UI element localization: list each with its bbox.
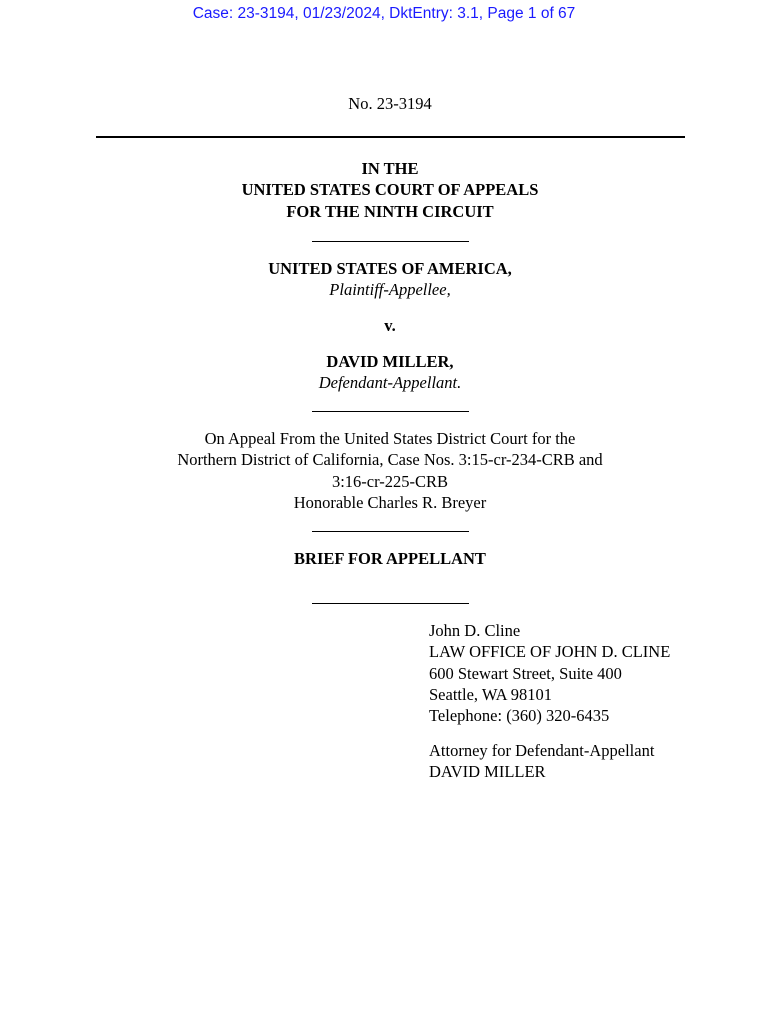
appeal-line-1: On Appeal From the United States District Court for the bbox=[204, 429, 576, 448]
section-divider-3 bbox=[312, 531, 469, 532]
attorney-firm: LAW OFFICE OF JOHN D. CLINE bbox=[429, 642, 671, 662]
appeal-info bbox=[0, 428, 768, 513]
attorney-client-name: DAVID MILLER bbox=[429, 762, 546, 782]
attorney-role-line: Attorney for Defendant-Appellant bbox=[429, 741, 655, 760]
defendant-role: Defendant-Appellant. bbox=[318, 373, 462, 393]
plaintiff-block bbox=[0, 258, 768, 301]
court-line-in-the: IN THE bbox=[361, 159, 419, 178]
court-line-circuit: FOR THE NINTH CIRCUIT bbox=[286, 201, 494, 221]
defendant-name: DAVID MILLER, bbox=[326, 352, 454, 371]
plaintiff-role: Plaintiff-Appellee, bbox=[329, 280, 451, 300]
section-divider-2 bbox=[312, 411, 469, 412]
court-caption bbox=[0, 158, 768, 222]
appeal-line-3: 3:16-cr-225-CRB bbox=[331, 471, 449, 491]
attorney-city: Seattle, WA 98101 bbox=[429, 684, 552, 704]
docket-number: No. 23-3194 bbox=[348, 94, 432, 113]
court-line-name: UNITED STATES COURT OF APPEALS bbox=[241, 180, 539, 200]
judge-name: Honorable Charles R. Breyer bbox=[293, 492, 487, 512]
plaintiff-name: UNITED STATES OF AMERICA, bbox=[268, 259, 512, 278]
attorney-name: John D. Cline bbox=[429, 621, 521, 640]
brief-title: BRIEF FOR APPELLANT bbox=[294, 549, 486, 568]
section-divider-1 bbox=[312, 241, 469, 242]
case-header-stamp: Case: 23-3194, 01/23/2024, DktEntry: 3.1, Page 1 of 67 bbox=[192, 5, 576, 22]
section-divider-4 bbox=[312, 603, 469, 604]
defendant-block bbox=[0, 351, 768, 394]
attorney-address-block bbox=[429, 620, 670, 726]
attorney-street: 600 Stewart Street, Suite 400 bbox=[429, 663, 622, 683]
attorney-role-block bbox=[429, 740, 654, 783]
appeal-line-2: Northern District of California, Case Nos. 3:15-cr-234-CRB and bbox=[177, 450, 603, 470]
attorney-telephone: Telephone: (360) 320-6435 bbox=[429, 706, 610, 726]
versus: v. bbox=[384, 316, 396, 335]
top-divider bbox=[96, 136, 685, 138]
